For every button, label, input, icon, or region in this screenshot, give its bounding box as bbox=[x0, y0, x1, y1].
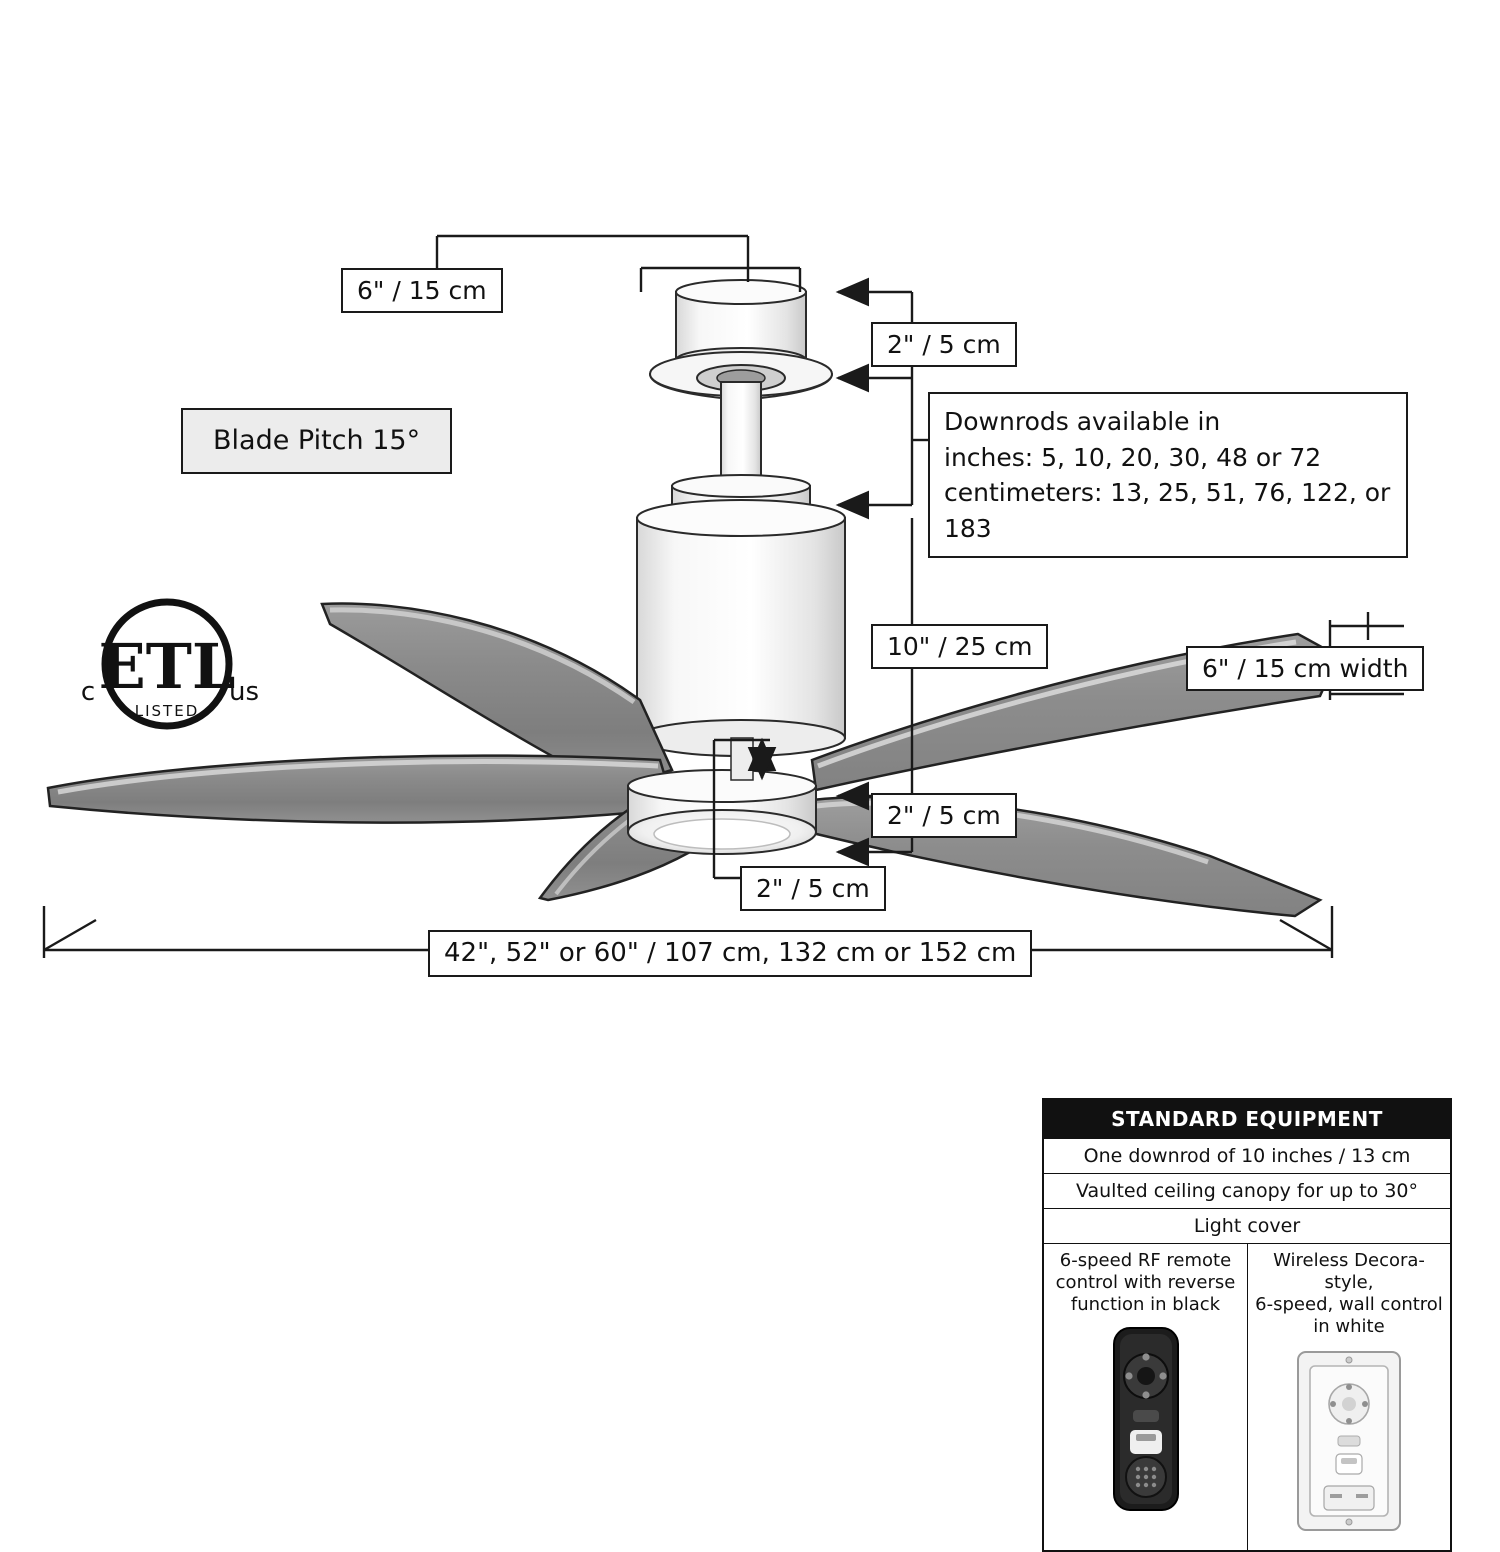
downrods-line-2: inches: 5, 10, 20, 30, 48 or 72 bbox=[944, 442, 1322, 472]
remote-caption-line-1: 6-speed RF remote bbox=[1059, 1250, 1232, 1271]
callout-blade-pitch: Blade Pitch 15° bbox=[181, 408, 452, 474]
rf-remote-image bbox=[1100, 1324, 1192, 1514]
equipment-devices-row bbox=[1044, 1243, 1450, 1550]
fan-hub-stem bbox=[731, 738, 753, 780]
callout-blade-thickness: 2" / 5 cm bbox=[740, 866, 886, 911]
callout-light-height: 2" / 5 cm bbox=[871, 793, 1017, 838]
callout-fan-diameter: 42", 52" or 60" / 107 cm, 132 cm or 152 cm bbox=[428, 930, 1032, 977]
svg-text:c: c bbox=[80, 677, 96, 707]
svg-text:LISTED: LISTED bbox=[134, 702, 200, 720]
fan-light-kit bbox=[628, 770, 816, 854]
standard-equipment-heading: STANDARD EQUIPMENT bbox=[1044, 1100, 1450, 1138]
wall-control-image bbox=[1290, 1346, 1408, 1536]
remote-caption-line-3: function in black bbox=[1070, 1293, 1221, 1315]
fan-motor-housing bbox=[637, 500, 845, 756]
callout-blade-width: 6" / 15 cm width bbox=[1186, 646, 1424, 691]
downrods-line-1: Downrods available in bbox=[944, 407, 1221, 436]
callout-canopy-width: 6" / 15 cm bbox=[341, 268, 503, 313]
wall-control-caption-line-2: 6-speed, wall control bbox=[1255, 1293, 1443, 1315]
equipment-cell-wall-control bbox=[1247, 1244, 1450, 1550]
standard-equipment-table bbox=[1042, 1098, 1452, 1552]
equipment-row-light-cover: Light cover bbox=[1044, 1208, 1450, 1243]
callout-motor-height: 10" / 25 cm bbox=[871, 624, 1048, 669]
callout-canopy-height: 2" / 5 cm bbox=[871, 322, 1017, 367]
svg-text:ETL: ETL bbox=[98, 630, 236, 703]
wall-control-caption-line-3: in white bbox=[1313, 1315, 1385, 1337]
equipment-row-canopy: Vaulted ceiling canopy for up to 30° bbox=[1044, 1173, 1450, 1208]
wall-control-caption-line-1: Wireless Decora-style, bbox=[1273, 1250, 1425, 1293]
downrods-line-3: centimeters: 13, 25, 51, 76, 122, or 183 bbox=[944, 478, 1391, 543]
callout-downrods bbox=[928, 392, 1408, 558]
equipment-row-downrod: One downrod of 10 inches / 13 cm bbox=[1044, 1138, 1450, 1173]
svg-text:us: us bbox=[228, 677, 260, 707]
remote-caption-line-2: control with reverse bbox=[1055, 1271, 1236, 1293]
etl-certification-mark bbox=[81, 602, 259, 726]
equipment-cell-remote bbox=[1044, 1244, 1247, 1550]
